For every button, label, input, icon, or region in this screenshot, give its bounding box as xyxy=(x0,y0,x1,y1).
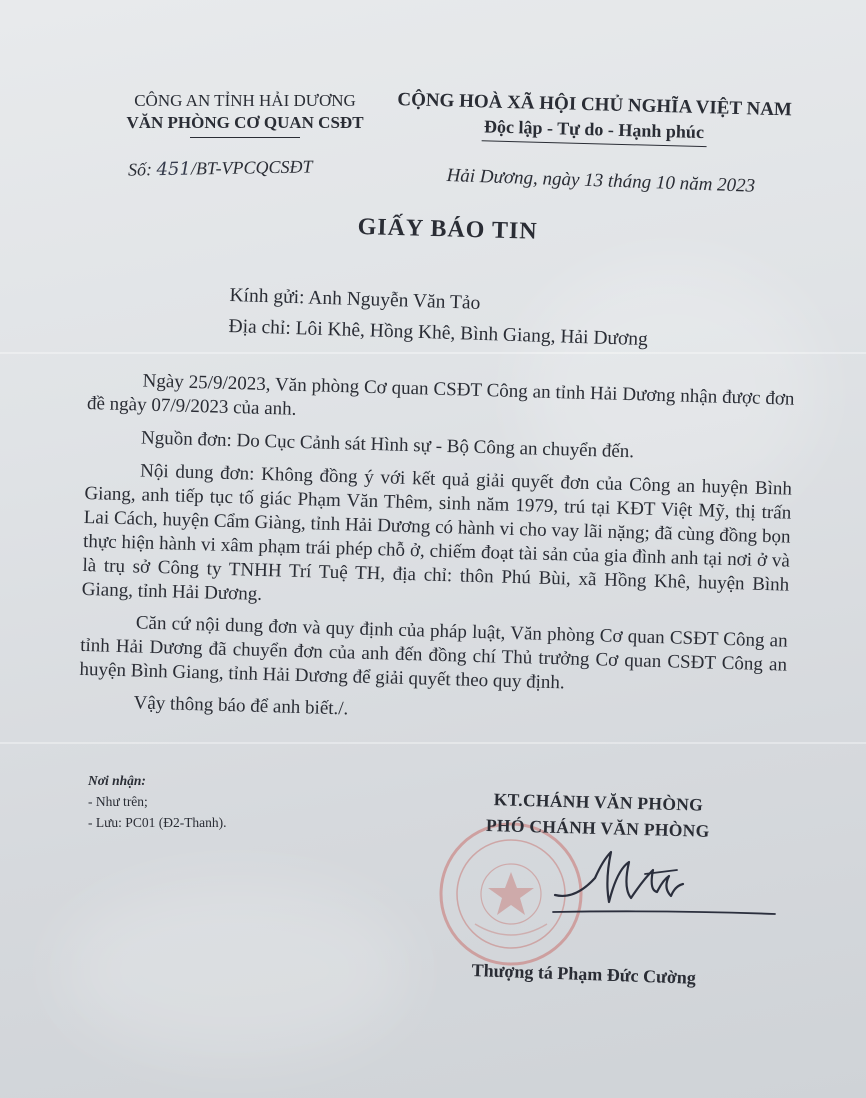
reference-number xyxy=(128,156,313,180)
recipients-list xyxy=(88,770,227,833)
header-left-rule xyxy=(190,137,300,138)
reference-prefix: Số: xyxy=(127,159,157,180)
address-line: Địa chỉ: Lôi Khê, Hồng Khê, Bình Giang, Hải Dương xyxy=(228,315,649,351)
recipient-item: - Như trên; xyxy=(88,794,148,809)
handwritten-signature xyxy=(545,840,780,925)
signer-name: Thượng tá Phạm Đức Cường xyxy=(471,960,697,988)
addressee-block xyxy=(228,280,649,355)
nation-name: CỘNG HOÀ XÃ HỘI CHỦ NGHĨA VIỆT NAM xyxy=(397,89,793,121)
paragraph-action: Căn cứ nội dung đơn và quy định của pháp luật, Văn phòng Cơ quan CSĐT Công an tỉnh Hải Dương đã chuyển đơn của anh đến đồng chí Thủ trưởng Cơ quan CSĐT Công an huyện Bình Giang, tỉnh Hải Dương để giải quyết theo quy định. xyxy=(79,612,788,694)
issuing-agency-header xyxy=(120,90,370,138)
document-body xyxy=(78,368,795,742)
handwritten-number: 451 xyxy=(156,158,192,181)
paragraph-content: Nội dung đơn: Không đồng ý với kết quả giải quyết đơn của Công an huyện Bình Giang, anh tiếp tục tố giác Phạm Văn Thêm, sinh năm 1979, trú tại KĐT Việt Mỹ, thị trấn Lai Cách, huyện Cẩm Giàng, tỉnh Hải Dương có hành vi cho vay lãi nặng; đã cùng đồng bọn thực hiện hành vi xâm phạm trái phép chỗ ở, chiếm đoạt tài sản của gia đình anh tại nơi ở và là trụ sở Công ty TNHH Trí Tuệ TH, địa chỉ: thôn Phú Bùi, xã Hồng Khê, huyện Bình Giang, tỉnh Hải Dương. xyxy=(81,460,793,605)
agency-name: CÔNG AN TỈNH HẢI DƯƠNG xyxy=(134,91,356,110)
recipient-line: Kính gửi: Anh Nguyễn Văn Tảo xyxy=(229,284,481,314)
signature-title-block xyxy=(486,786,711,844)
signature-title-line2: PHÓ CHÁNH VĂN PHÒNG xyxy=(485,814,710,841)
date-line: Hải Dương, ngày 13 tháng 10 năm 2023 xyxy=(446,165,756,197)
signature-title-line1: KT.CHÁNH VĂN PHÒNG xyxy=(493,789,704,815)
national-header xyxy=(394,88,795,149)
reference-suffix: /BT-VPCQCSĐT xyxy=(190,156,313,179)
recipients-title: Nơi nhận: xyxy=(88,773,146,788)
paragraph-closing: Vậy thông báo để anh biết./. xyxy=(133,692,349,720)
document-title: GIẤY BÁO TIN xyxy=(357,214,538,245)
office-name: VĂN PHÒNG CƠ QUAN CSĐT xyxy=(126,113,364,132)
national-motto: Độc lập - Tự do - Hạnh phúc xyxy=(483,116,705,143)
paragraph-receipt: Ngày 25/9/2023, Văn phòng Cơ quan CSĐT Công an tỉnh Hải Dương nhận được đơn đề ngày 07/9/2023 của anh. xyxy=(86,370,795,420)
paragraph-source: Nguồn đơn: Do Cục Cảnh sát Hình sự - Bộ Công an chuyển đến. xyxy=(140,427,635,463)
recipient-item: - Lưu: PC01 (Đ2-Thanh). xyxy=(88,815,227,830)
